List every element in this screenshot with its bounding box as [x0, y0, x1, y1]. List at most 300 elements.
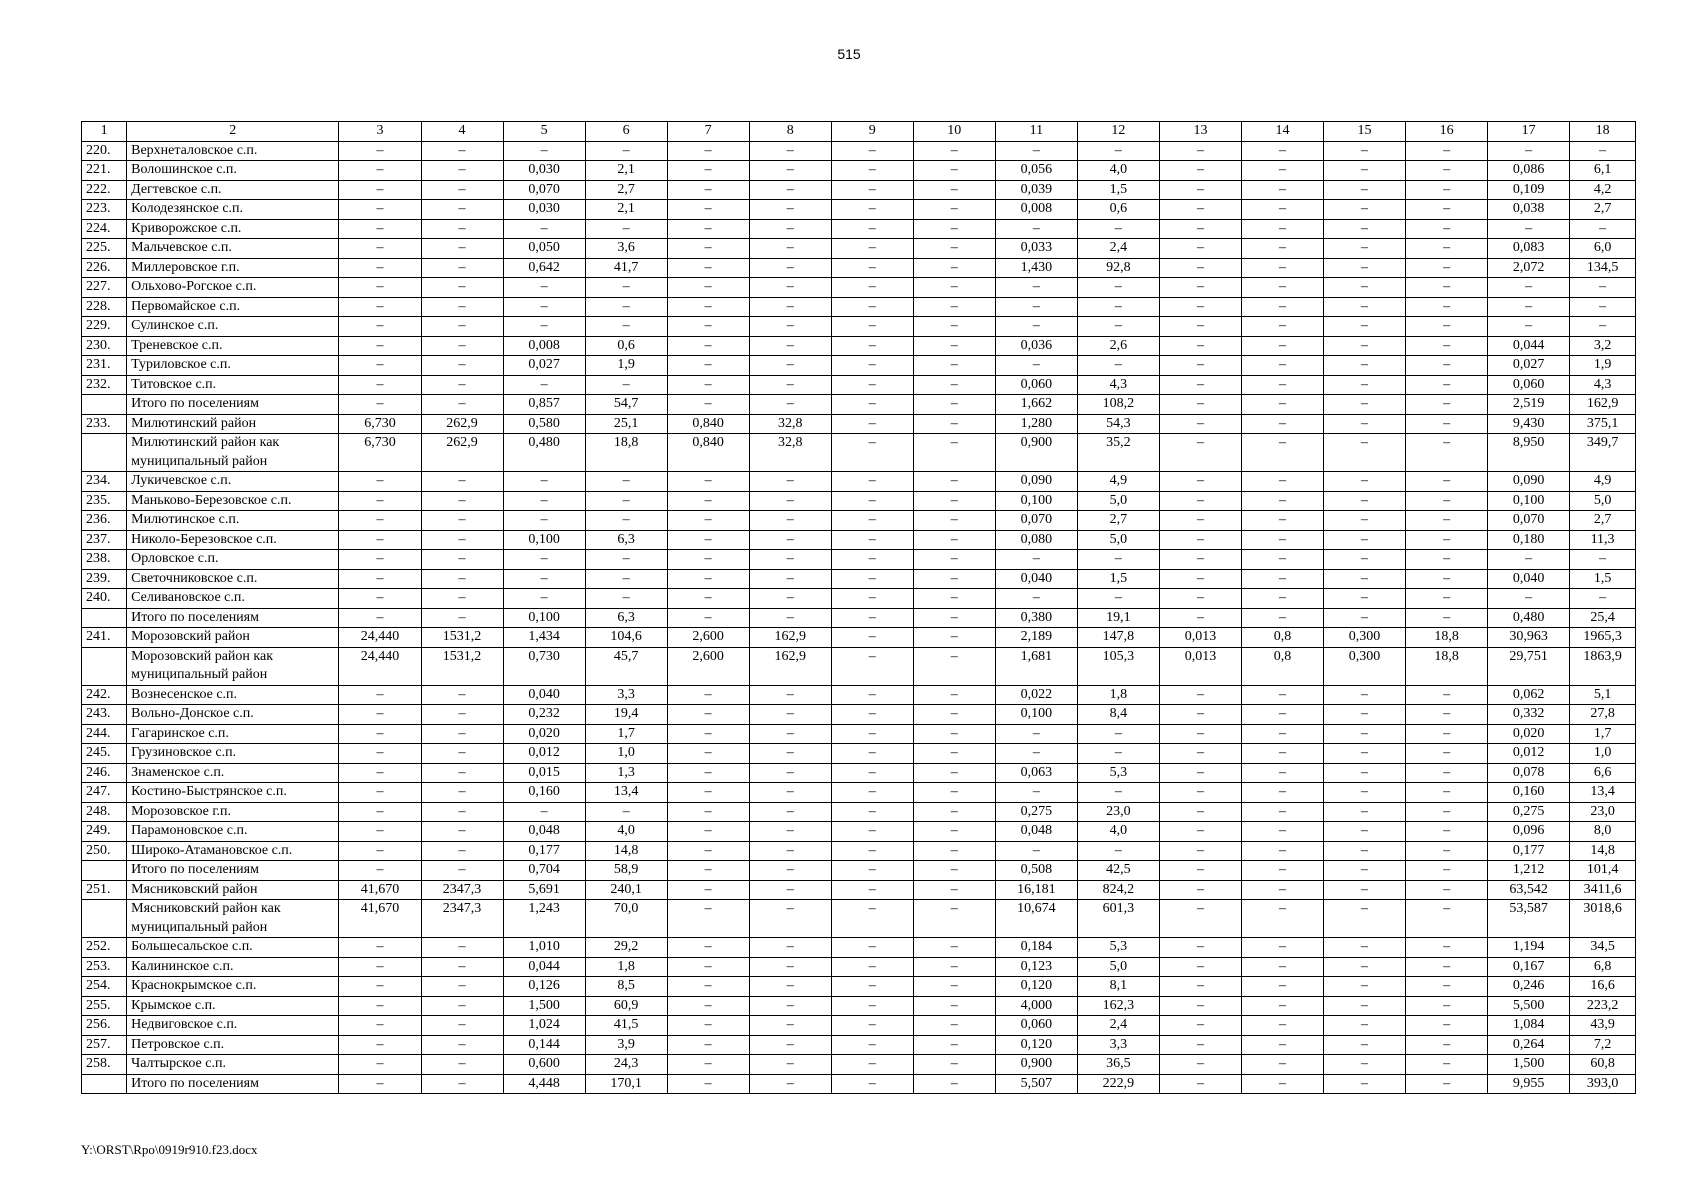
value-cell-col-18: 5,0 — [1570, 491, 1636, 511]
settlement-name-cell: Костино-Быстрянское с.п. — [127, 783, 339, 803]
value-cell-col-5: 0,008 — [503, 336, 585, 356]
value-cell-col-8: – — [749, 278, 831, 298]
value-cell-col-15: – — [1324, 880, 1406, 900]
value-cell-col-10: – — [913, 996, 995, 1016]
value-cell-col-5: – — [503, 569, 585, 589]
value-cell-col-3: – — [339, 841, 421, 861]
value-cell-col-17: 0,100 — [1488, 491, 1570, 511]
value-cell-col-17: – — [1488, 141, 1570, 161]
value-cell-col-3: – — [339, 258, 421, 278]
value-cell-col-18: 6,8 — [1570, 957, 1636, 977]
value-cell-col-9: – — [831, 258, 913, 278]
value-cell-col-17: 0,275 — [1488, 802, 1570, 822]
value-cell-col-13: – — [1159, 977, 1241, 997]
value-cell-col-10: – — [913, 569, 995, 589]
value-cell-col-12: 2,4 — [1077, 1016, 1159, 1036]
value-cell-col-4: – — [421, 841, 503, 861]
value-cell-col-13: – — [1159, 356, 1241, 376]
settlement-name-cell: Милютинский район как муниципальный район — [127, 434, 339, 472]
value-cell-col-11: 0,070 — [995, 511, 1077, 531]
value-cell-col-17: 30,963 — [1488, 628, 1570, 648]
value-cell-col-17: 0,062 — [1488, 685, 1570, 705]
value-cell-col-7: – — [667, 530, 749, 550]
column-header-15: 15 — [1324, 122, 1406, 142]
value-cell-col-15: – — [1324, 783, 1406, 803]
value-cell-col-8: – — [749, 569, 831, 589]
column-header-11: 11 — [995, 122, 1077, 142]
row-number-cell — [82, 608, 127, 628]
value-cell-col-18: – — [1570, 297, 1636, 317]
value-cell-col-9: – — [831, 861, 913, 881]
value-cell-col-7: – — [667, 705, 749, 725]
value-cell-col-14: – — [1241, 802, 1323, 822]
value-cell-col-4: – — [421, 783, 503, 803]
value-cell-col-15: – — [1324, 569, 1406, 589]
value-cell-col-4: – — [421, 705, 503, 725]
value-cell-col-8: 32,8 — [749, 414, 831, 434]
value-cell-col-12: 1,8 — [1077, 685, 1159, 705]
value-cell-col-13: – — [1159, 569, 1241, 589]
value-cell-col-7: – — [667, 977, 749, 997]
value-cell-col-13: – — [1159, 297, 1241, 317]
value-cell-col-15: – — [1324, 1074, 1406, 1094]
column-header-4: 4 — [421, 122, 503, 142]
value-cell-col-14: – — [1241, 977, 1323, 997]
value-cell-col-5: 0,048 — [503, 822, 585, 842]
value-cell-col-18: 13,4 — [1570, 783, 1636, 803]
value-cell-col-10: – — [913, 180, 995, 200]
value-cell-col-7: – — [667, 200, 749, 220]
value-cell-col-3: 24,440 — [339, 647, 421, 685]
value-cell-col-15: – — [1324, 705, 1406, 725]
value-cell-col-18: 7,2 — [1570, 1035, 1636, 1055]
value-cell-col-9: – — [831, 647, 913, 685]
value-cell-col-14: – — [1241, 472, 1323, 492]
value-cell-col-17: 63,542 — [1488, 880, 1570, 900]
value-cell-col-18: 4,9 — [1570, 472, 1636, 492]
value-cell-col-14: 0,8 — [1241, 647, 1323, 685]
row-number-cell — [82, 861, 127, 881]
value-cell-col-18: – — [1570, 550, 1636, 570]
column-header-10: 10 — [913, 122, 995, 142]
value-cell-col-5: – — [503, 297, 585, 317]
row-number-cell: 245. — [82, 744, 127, 764]
value-cell-col-5: 1,243 — [503, 900, 585, 938]
column-header-7: 7 — [667, 122, 749, 142]
value-cell-col-7: – — [667, 336, 749, 356]
value-cell-col-17: 0,180 — [1488, 530, 1570, 550]
row-number-cell: 253. — [82, 957, 127, 977]
value-cell-col-17: 0,070 — [1488, 511, 1570, 531]
value-cell-col-15: – — [1324, 491, 1406, 511]
value-cell-col-13: – — [1159, 317, 1241, 337]
settlement-name-cell: Гагаринское с.п. — [127, 724, 339, 744]
value-cell-col-18: 6,6 — [1570, 763, 1636, 783]
value-cell-col-3: – — [339, 1074, 421, 1094]
value-cell-col-5: 0,040 — [503, 685, 585, 705]
value-cell-col-8: – — [749, 744, 831, 764]
value-cell-col-14: – — [1241, 1035, 1323, 1055]
value-cell-col-11: – — [995, 219, 1077, 239]
page-number: 515 — [837, 46, 861, 62]
column-header-1: 1 — [82, 122, 127, 142]
value-cell-col-7: – — [667, 685, 749, 705]
value-cell-col-6: 240,1 — [585, 880, 667, 900]
value-cell-col-15: – — [1324, 180, 1406, 200]
value-cell-col-15: – — [1324, 200, 1406, 220]
value-cell-col-9: – — [831, 180, 913, 200]
value-cell-col-13: 0,013 — [1159, 647, 1241, 685]
value-cell-col-10: – — [913, 705, 995, 725]
table-header — [82, 122, 1636, 142]
settlement-name-cell: Калининское с.п. — [127, 957, 339, 977]
value-cell-col-15: – — [1324, 278, 1406, 298]
value-cell-col-7: – — [667, 180, 749, 200]
settlement-name-cell: Криворожское с.п. — [127, 219, 339, 239]
value-cell-col-4: – — [421, 569, 503, 589]
row-number-cell: 230. — [82, 336, 127, 356]
value-cell-col-6: 60,9 — [585, 996, 667, 1016]
value-cell-col-7: – — [667, 900, 749, 938]
value-cell-col-13: – — [1159, 744, 1241, 764]
table-body — [82, 141, 1636, 1094]
value-cell-col-15: 0,300 — [1324, 647, 1406, 685]
settlement-name-cell: Петровское с.п. — [127, 1035, 339, 1055]
value-cell-col-16: – — [1406, 802, 1488, 822]
value-cell-col-14: – — [1241, 395, 1323, 415]
value-cell-col-4: – — [421, 685, 503, 705]
value-cell-col-14: – — [1241, 491, 1323, 511]
table-row — [82, 395, 1636, 415]
row-number-cell: 252. — [82, 938, 127, 958]
value-cell-col-6: 8,5 — [585, 977, 667, 997]
value-cell-col-18: 16,6 — [1570, 977, 1636, 997]
value-cell-col-9: – — [831, 938, 913, 958]
value-cell-col-10: – — [913, 880, 995, 900]
value-cell-col-5: – — [503, 375, 585, 395]
value-cell-col-10: – — [913, 608, 995, 628]
value-cell-col-14: – — [1241, 200, 1323, 220]
value-cell-col-4: – — [421, 550, 503, 570]
value-cell-col-3: – — [339, 141, 421, 161]
value-cell-col-12: – — [1077, 317, 1159, 337]
value-cell-col-5: 0,012 — [503, 744, 585, 764]
row-number-cell: 250. — [82, 841, 127, 861]
value-cell-col-5: 1,024 — [503, 1016, 585, 1036]
value-cell-col-12: 2,4 — [1077, 239, 1159, 259]
value-cell-col-10: – — [913, 822, 995, 842]
column-header-18: 18 — [1570, 122, 1636, 142]
value-cell-col-13: 0,013 — [1159, 628, 1241, 648]
value-cell-col-8: – — [749, 356, 831, 376]
value-cell-col-7: – — [667, 375, 749, 395]
value-cell-col-7: – — [667, 938, 749, 958]
value-cell-col-8: – — [749, 375, 831, 395]
value-cell-col-14: – — [1241, 957, 1323, 977]
value-cell-col-4: – — [421, 802, 503, 822]
row-number-cell: 240. — [82, 589, 127, 609]
value-cell-col-14: 0,8 — [1241, 628, 1323, 648]
value-cell-col-14: – — [1241, 861, 1323, 881]
column-header-16: 16 — [1406, 122, 1488, 142]
value-cell-col-10: – — [913, 258, 995, 278]
table-row — [82, 278, 1636, 298]
value-cell-col-6: – — [585, 472, 667, 492]
value-cell-col-7: – — [667, 1055, 749, 1075]
value-cell-col-18: 27,8 — [1570, 705, 1636, 725]
value-cell-col-12: – — [1077, 783, 1159, 803]
value-cell-col-8: – — [749, 1035, 831, 1055]
value-cell-col-3: – — [339, 608, 421, 628]
value-cell-col-12: – — [1077, 356, 1159, 376]
row-number-cell: 220. — [82, 141, 127, 161]
value-cell-col-6: 1,7 — [585, 724, 667, 744]
value-cell-col-15: – — [1324, 336, 1406, 356]
value-cell-col-18: 1,0 — [1570, 744, 1636, 764]
value-cell-col-10: – — [913, 278, 995, 298]
value-cell-col-3: – — [339, 938, 421, 958]
value-cell-col-6: 3,6 — [585, 239, 667, 259]
value-cell-col-16: – — [1406, 356, 1488, 376]
row-number-cell: 225. — [82, 239, 127, 259]
value-cell-col-16: – — [1406, 200, 1488, 220]
value-cell-col-5: 0,144 — [503, 1035, 585, 1055]
value-cell-col-13: – — [1159, 822, 1241, 842]
value-cell-col-17: 8,950 — [1488, 434, 1570, 472]
value-cell-col-4: – — [421, 297, 503, 317]
value-cell-col-16: – — [1406, 861, 1488, 881]
value-cell-col-6: 2,7 — [585, 180, 667, 200]
value-cell-col-6: – — [585, 550, 667, 570]
table-row — [82, 161, 1636, 181]
value-cell-col-7: – — [667, 1016, 749, 1036]
row-number-cell: 258. — [82, 1055, 127, 1075]
row-number-cell — [82, 647, 127, 685]
value-cell-col-9: – — [831, 278, 913, 298]
value-cell-col-7: – — [667, 822, 749, 842]
value-cell-col-16: – — [1406, 297, 1488, 317]
value-cell-col-10: – — [913, 336, 995, 356]
value-cell-col-3: 6,730 — [339, 434, 421, 472]
table-row — [82, 550, 1636, 570]
value-cell-col-10: – — [913, 841, 995, 861]
value-cell-col-15: – — [1324, 414, 1406, 434]
value-cell-col-6: 70,0 — [585, 900, 667, 938]
value-cell-col-6: 14,8 — [585, 841, 667, 861]
value-cell-col-11: 0,056 — [995, 161, 1077, 181]
value-cell-col-6: – — [585, 219, 667, 239]
value-cell-col-3: – — [339, 1016, 421, 1036]
value-cell-col-13: – — [1159, 511, 1241, 531]
value-cell-col-16: – — [1406, 336, 1488, 356]
table-row — [82, 1074, 1636, 1094]
row-number-cell: 226. — [82, 258, 127, 278]
value-cell-col-10: – — [913, 550, 995, 570]
value-cell-col-3: – — [339, 472, 421, 492]
table-row — [82, 180, 1636, 200]
value-cell-col-11: 16,181 — [995, 880, 1077, 900]
table-row — [82, 957, 1636, 977]
value-cell-col-17: 9,430 — [1488, 414, 1570, 434]
row-number-cell: 238. — [82, 550, 127, 570]
value-cell-col-13: – — [1159, 996, 1241, 1016]
value-cell-col-9: – — [831, 569, 913, 589]
column-header-6: 6 — [585, 122, 667, 142]
table-row — [82, 861, 1636, 881]
value-cell-col-6: – — [585, 278, 667, 298]
value-cell-col-6: 29,2 — [585, 938, 667, 958]
value-cell-col-16: – — [1406, 317, 1488, 337]
value-cell-col-15: – — [1324, 900, 1406, 938]
table-row — [82, 356, 1636, 376]
row-number-cell: 256. — [82, 1016, 127, 1036]
value-cell-col-5: 1,010 — [503, 938, 585, 958]
value-cell-col-4: – — [421, 608, 503, 628]
value-cell-col-15: – — [1324, 530, 1406, 550]
value-cell-col-12: 1,5 — [1077, 569, 1159, 589]
value-cell-col-13: – — [1159, 763, 1241, 783]
table-row — [82, 724, 1636, 744]
value-cell-col-4: – — [421, 957, 503, 977]
value-cell-col-17: 9,955 — [1488, 1074, 1570, 1094]
value-cell-col-16: – — [1406, 278, 1488, 298]
value-cell-col-11: 10,674 — [995, 900, 1077, 938]
value-cell-col-11: 0,900 — [995, 434, 1077, 472]
settlement-name-cell: Орловское с.п. — [127, 550, 339, 570]
value-cell-col-17: 2,519 — [1488, 395, 1570, 415]
value-cell-col-5: 0,050 — [503, 239, 585, 259]
value-cell-col-16: – — [1406, 880, 1488, 900]
value-cell-col-6: – — [585, 141, 667, 161]
value-cell-col-8: – — [749, 511, 831, 531]
table-row — [82, 802, 1636, 822]
value-cell-col-6: 1,3 — [585, 763, 667, 783]
value-cell-col-10: – — [913, 802, 995, 822]
value-cell-col-8: – — [749, 491, 831, 511]
value-cell-col-9: – — [831, 802, 913, 822]
value-cell-col-9: – — [831, 395, 913, 415]
value-cell-col-8: – — [749, 336, 831, 356]
value-cell-col-4: 2347,3 — [421, 900, 503, 938]
value-cell-col-4: – — [421, 1016, 503, 1036]
value-cell-col-16: 18,8 — [1406, 628, 1488, 648]
table-row — [82, 375, 1636, 395]
value-cell-col-12: – — [1077, 278, 1159, 298]
value-cell-col-14: – — [1241, 550, 1323, 570]
row-number-cell — [82, 395, 127, 415]
value-cell-col-5: 0,480 — [503, 434, 585, 472]
value-cell-col-6: 6,3 — [585, 608, 667, 628]
value-cell-col-8: – — [749, 1074, 831, 1094]
value-cell-col-12: 147,8 — [1077, 628, 1159, 648]
value-cell-col-10: – — [913, 783, 995, 803]
value-cell-col-6: 2,1 — [585, 200, 667, 220]
value-cell-col-11: 0,275 — [995, 802, 1077, 822]
value-cell-col-17: 29,751 — [1488, 647, 1570, 685]
value-cell-col-4: – — [421, 180, 503, 200]
table-row — [82, 685, 1636, 705]
value-cell-col-12: 19,1 — [1077, 608, 1159, 628]
value-cell-col-6: 1,8 — [585, 957, 667, 977]
value-cell-col-4: – — [421, 996, 503, 1016]
value-cell-col-8: 32,8 — [749, 434, 831, 472]
value-cell-col-18: – — [1570, 317, 1636, 337]
value-cell-col-5: – — [503, 317, 585, 337]
value-cell-col-8: – — [749, 550, 831, 570]
value-cell-col-8: – — [749, 802, 831, 822]
value-cell-col-5: 0,020 — [503, 724, 585, 744]
value-cell-col-8: – — [749, 996, 831, 1016]
value-cell-col-9: – — [831, 491, 913, 511]
value-cell-col-6: – — [585, 569, 667, 589]
value-cell-col-14: – — [1241, 880, 1323, 900]
value-cell-col-8: – — [749, 608, 831, 628]
value-cell-col-8: – — [749, 763, 831, 783]
value-cell-col-18: 2,7 — [1570, 511, 1636, 531]
value-cell-col-10: – — [913, 530, 995, 550]
value-cell-col-12: 0,6 — [1077, 200, 1159, 220]
settlement-name-cell: Краснокрымское с.п. — [127, 977, 339, 997]
value-cell-col-15: – — [1324, 841, 1406, 861]
table-row — [82, 414, 1636, 434]
row-number-cell: 233. — [82, 414, 127, 434]
row-number-cell: 237. — [82, 530, 127, 550]
value-cell-col-13: – — [1159, 336, 1241, 356]
value-cell-col-16: – — [1406, 900, 1488, 938]
value-cell-col-18: 3,2 — [1570, 336, 1636, 356]
value-cell-col-10: – — [913, 861, 995, 881]
table-row — [82, 530, 1636, 550]
settlement-name-cell: Грузиновское с.п. — [127, 744, 339, 764]
row-number-cell: 227. — [82, 278, 127, 298]
value-cell-col-6: 13,4 — [585, 783, 667, 803]
value-cell-col-11: 0,048 — [995, 822, 1077, 842]
value-cell-col-11: – — [995, 317, 1077, 337]
value-cell-col-16: – — [1406, 763, 1488, 783]
value-cell-col-5: 1,500 — [503, 996, 585, 1016]
value-cell-col-14: – — [1241, 822, 1323, 842]
settlement-name-cell: Вознесенское с.п. — [127, 685, 339, 705]
value-cell-col-3: – — [339, 589, 421, 609]
value-cell-col-11: 0,120 — [995, 1035, 1077, 1055]
value-cell-col-9: – — [831, 200, 913, 220]
row-number-cell: 222. — [82, 180, 127, 200]
value-cell-col-13: – — [1159, 141, 1241, 161]
table-row — [82, 219, 1636, 239]
settlement-name-cell: Туриловское с.п. — [127, 356, 339, 376]
value-cell-col-16: – — [1406, 1035, 1488, 1055]
value-cell-col-3: – — [339, 219, 421, 239]
value-cell-col-14: – — [1241, 938, 1323, 958]
value-cell-col-4: 262,9 — [421, 434, 503, 472]
value-cell-col-14: – — [1241, 744, 1323, 764]
value-cell-col-15: – — [1324, 822, 1406, 842]
value-cell-col-12: – — [1077, 589, 1159, 609]
value-cell-col-17: 0,264 — [1488, 1035, 1570, 1055]
value-cell-col-3: – — [339, 724, 421, 744]
value-cell-col-15: – — [1324, 1035, 1406, 1055]
value-cell-col-6: 170,1 — [585, 1074, 667, 1094]
value-cell-col-12: 8,1 — [1077, 977, 1159, 997]
value-cell-col-13: – — [1159, 1035, 1241, 1055]
value-cell-col-6: 45,7 — [585, 647, 667, 685]
value-cell-col-4: – — [421, 278, 503, 298]
value-cell-col-11: – — [995, 783, 1077, 803]
value-cell-col-8: – — [749, 258, 831, 278]
value-cell-col-4: 1531,2 — [421, 628, 503, 648]
value-cell-col-6: 41,7 — [585, 258, 667, 278]
value-cell-col-3: – — [339, 395, 421, 415]
